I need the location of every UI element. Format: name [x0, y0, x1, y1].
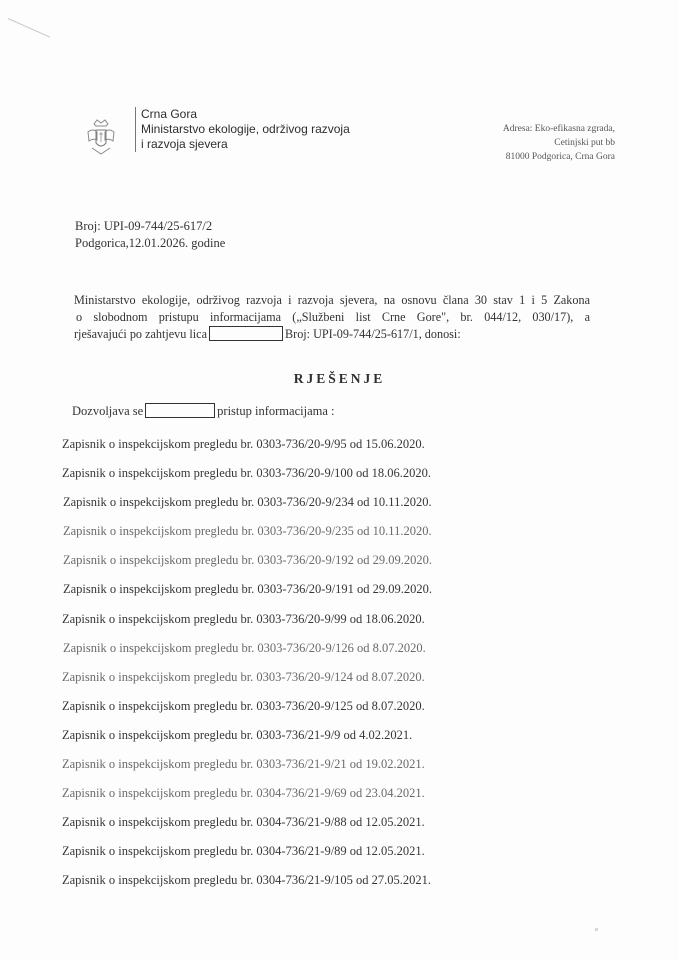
scan-mark [8, 18, 50, 38]
scan-speck [595, 928, 598, 931]
document-number: Broj: UPI-09-744/25-617/2 [75, 219, 213, 233]
list-item: Zapisnik o inspekcijskom pregledu br. 0303-736/20-9/126 od 8.07.2020. [63, 640, 426, 655]
document-meta [75, 218, 225, 252]
list-item: Zapisnik o inspekcijskom pregledu br. 0303-736/20-9/235 od 10.11.2020. [63, 524, 432, 539]
intro-paragraph [74, 292, 590, 343]
country-name: Crna Gora [141, 107, 198, 121]
intro-line1: Ministarstvo ekologije, održivog razvoja i razvoja sjevera, na osnovu člana 30 stav 1 i 5 Zakona [74, 293, 590, 307]
address-line2: Cetinjski put bb [554, 138, 615, 148]
list-item: Zapisnik o inspekcijskom pregledu br. 0304-736/21-9/105 od 27.05.2021. [62, 873, 432, 888]
intro-line3-after: Broj: UPI-09-744/25-617/1, donosi: [285, 327, 461, 341]
coat-of-arms-icon [84, 118, 118, 158]
redacted-name-box [209, 326, 283, 341]
intro-line3 [74, 326, 590, 343]
allow-after: pristup informacijama : [217, 404, 335, 418]
list-item: Zapisnik o inspekcijskom pregledu br. 0304-736/21-9/69 od 23.04.2021. [62, 786, 425, 801]
allow-before: Dozvoljava se [72, 404, 144, 418]
intro-line2: o slobodnom pristupu informacijama („Službeni list Crne Gore", br. 044/12, 030/17), a [76, 310, 590, 324]
list-item: Zapisnik o inspekcijskom pregledu br. 0303-736/20-9/95 od 15.06.2020. [62, 437, 425, 451]
list-item: Zapisnik o inspekcijskom pregledu br. 0304-736/21-9/88 od 12.05.2021. [62, 815, 425, 830]
address-line1: Adresa: Eko-efikasna zgrada, [502, 124, 615, 134]
address-line3: 81000 Podgorica, Crna Gora [505, 152, 615, 162]
ministry-letterhead [135, 107, 350, 152]
redacted-name-box [145, 403, 215, 418]
list-item: Zapisnik o inspekcijskom pregledu br. 0303-736/20-9/125 od 8.07.2020. [62, 698, 425, 713]
ministry-name-line1: Ministarstvo ekologije, održivog razvoja [141, 122, 350, 136]
list-item: Zapisnik o inspekcijskom pregledu br. 0303-736/20-9/234 od 10.11.2020. [63, 495, 432, 510]
ministry-address [503, 122, 615, 164]
list-item: Zapisnik o inspekcijskom pregledu br. 0303-736/20-9/124 od 8.07.2020. [62, 669, 425, 684]
decision-heading: RJEŠENJE [293, 371, 386, 386]
records-list [62, 436, 431, 902]
allow-statement [72, 403, 334, 419]
list-item: Zapisnik o inspekcijskom pregledu br. 0303-736/20-9/192 od 29.09.2020. [63, 553, 433, 568]
list-item: Zapisnik o inspekcijskom pregledu br. 0303-736/20-9/99 od 18.06.2020. [62, 611, 425, 626]
list-item: Zapisnik o inspekcijskom pregledu br. 0303-736/20-9/191 od 29.09.2020. [63, 582, 433, 597]
list-item: Zapisnik o inspekcijskom pregledu br. 0303-736/20-9/100 od 18.06.2020. [62, 466, 432, 481]
list-item: Zapisnik o inspekcijskom pregledu br. 0303-736/21-9/21 od 19.02.2021. [62, 757, 425, 772]
place-and-date: Podgorica,12.01.2026. godine [75, 236, 226, 250]
list-item: Zapisnik o inspekcijskom pregledu br. 0303-736/21-9/9 od 4.02.2021. [62, 727, 413, 742]
intro-line3-before: rješavajući po zahtjevu lica [74, 327, 207, 341]
ministry-name-line2: i razvoja sjevera [141, 137, 228, 151]
list-item: Zapisnik o inspekcijskom pregledu br. 0304-736/21-9/89 od 12.05.2021. [62, 844, 425, 859]
